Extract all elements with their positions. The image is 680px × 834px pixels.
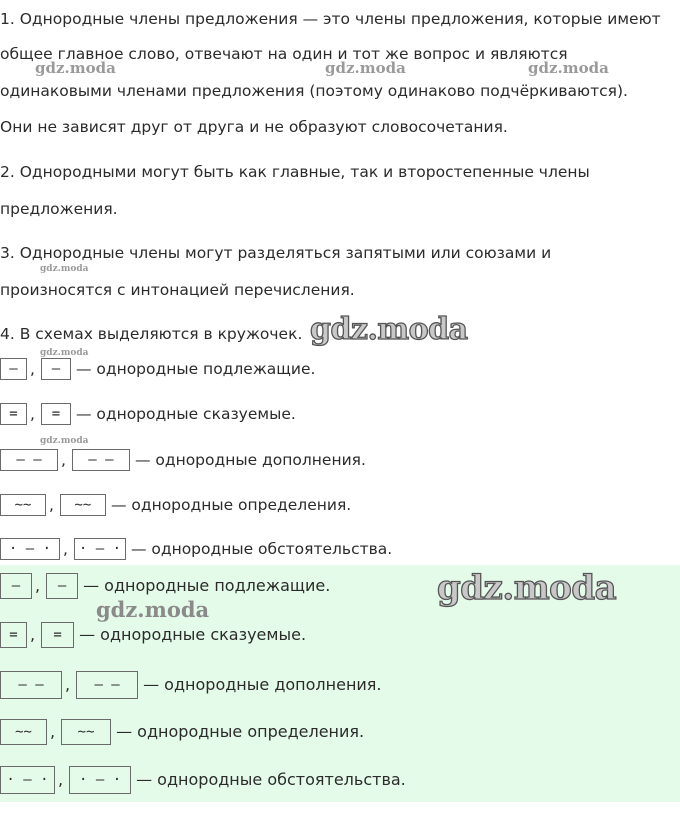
paragraph-3-line-1: 3. Однородные члены могут разделяться запятыми или союзами и (0, 244, 552, 262)
scheme-description: — однородные подлежащие. (83, 576, 331, 595)
scheme-symbol-box: · — · (0, 766, 55, 794)
scheme-symbol-box: — — (76, 671, 138, 699)
watermark-text: gdz.moda (96, 597, 210, 622)
watermark-text: gdz.moda (437, 568, 617, 608)
scheme-description: — однородные обстоятельства. (136, 770, 406, 789)
scheme-symbol-box: · — · (69, 766, 131, 794)
paragraph-2-line-2: предложения. (0, 200, 118, 218)
scheme-symbol-box: · — · (0, 538, 60, 560)
scheme-separator: , (61, 451, 66, 469)
watermark-text: gdz.moda (325, 59, 406, 77)
scheme-row (0, 358, 315, 380)
paragraph-1-line-4: Они не зависят друг от друга и не образуют словосочетания. (0, 118, 508, 136)
watermark-text: gdz.moda (310, 312, 468, 347)
paragraph-1-line-3: одинаковыми членами предложения (поэтому одинаково подчёркиваются). (0, 82, 628, 100)
scheme-row (0, 494, 351, 516)
scheme-symbol-box: ∼∼ (0, 494, 46, 516)
scheme-description: — однородные определения. (116, 722, 365, 741)
scheme-symbol-box: ∼∼ (60, 494, 106, 516)
watermark-text: gdz.moda (40, 264, 89, 274)
scheme-separator: , (58, 770, 64, 789)
scheme-symbol-box: — (41, 358, 71, 380)
scheme-separator: , (30, 405, 35, 423)
paragraph-1-line-2: общее главное слово, отвечают на один и тот же вопрос и являются (0, 45, 568, 63)
scheme-symbol-box: — (0, 573, 32, 599)
scheme-row (0, 622, 306, 648)
scheme-symbol-box: = (41, 622, 74, 648)
scheme-row (0, 538, 392, 560)
scheme-separator: , (65, 675, 71, 694)
scheme-description: — однородные сказуемые. (79, 625, 307, 644)
scheme-row (0, 671, 382, 699)
scheme-separator: , (50, 722, 56, 741)
scheme-symbol-box: — — (0, 671, 62, 699)
watermark-text: gdz.moda (35, 59, 116, 77)
scheme-symbol-box: — (0, 358, 27, 380)
scheme-symbol-box: ∼∼ (61, 719, 111, 745)
scheme-row (0, 573, 330, 599)
scheme-description: — однородные дополнения. (134, 451, 366, 469)
paragraph-1-line-1: 1. Однородные члены предложения — это члены предложения, которые имеют (0, 10, 661, 28)
scheme-symbol-box: · — · (74, 538, 126, 560)
scheme-row (0, 403, 296, 425)
paragraph-2-line-1: 2. Однородными могут быть как главные, так и второстепенные члены (0, 163, 590, 181)
watermark-text: gdz.moda (40, 348, 89, 358)
scheme-separator: , (35, 576, 41, 595)
scheme-description: — однородные обстоятельства. (130, 540, 393, 558)
scheme-symbol-box: = (0, 403, 27, 425)
scheme-description: — однородные подлежащие. (75, 360, 316, 378)
scheme-row (0, 449, 366, 471)
scheme-description: — однородные дополнения. (143, 675, 382, 694)
paragraph-4-line-1: 4. В схемах выделяются в кружочек. (0, 325, 303, 343)
scheme-row (0, 766, 406, 794)
scheme-separator: , (63, 540, 68, 558)
scheme-symbol-box: = (41, 403, 71, 425)
scheme-separator: , (30, 360, 35, 378)
watermark-text: gdz.moda (528, 59, 609, 77)
paragraph-3-line-2: произносятся с интонацией перечисления. (0, 281, 355, 299)
scheme-row (0, 719, 364, 745)
scheme-separator: , (30, 625, 36, 644)
scheme-description: — однородные сказуемые. (75, 405, 296, 423)
scheme-symbol-box: — — (72, 449, 130, 471)
scheme-symbol-box: — (46, 573, 78, 599)
scheme-symbol-box: ∼∼ (0, 719, 47, 745)
scheme-symbol-box: — — (0, 449, 58, 471)
scheme-description: — однородные определения. (110, 496, 352, 514)
scheme-separator: , (49, 496, 54, 514)
watermark-text: gdz.moda (40, 436, 89, 446)
scheme-symbol-box: = (0, 622, 27, 648)
